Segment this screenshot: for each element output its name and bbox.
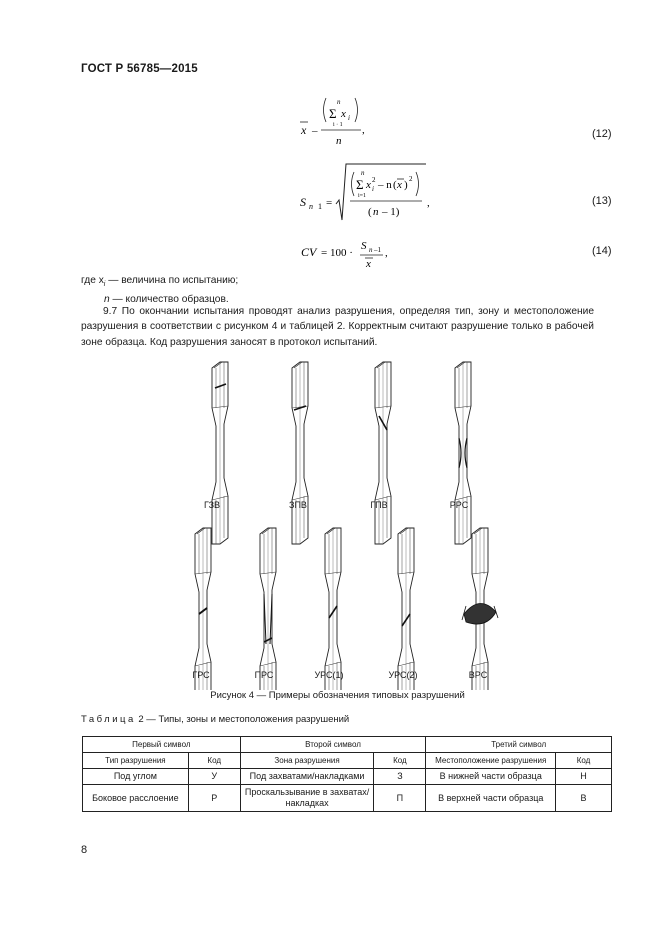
specimen-vrs — [462, 528, 498, 690]
svg-text:S: S — [361, 240, 367, 252]
equation-number-13: (13) — [592, 195, 612, 207]
specimen-rrs — [455, 362, 471, 544]
svg-text:i=1: i=1 — [358, 193, 367, 199]
subheader-zone: Зона разрушения — [240, 753, 374, 769]
specimen-gzv — [212, 362, 228, 544]
caption-rrs: РРС — [449, 500, 469, 510]
svg-text:n: n — [361, 169, 365, 177]
svg-text:n: n — [373, 206, 379, 218]
where-block: где $x_i$ — величина по испытанию; n — количество образцов. — [81, 275, 239, 306]
equation-number-14: (14) — [592, 245, 612, 257]
specimen-zpv — [292, 362, 308, 544]
caption-gzv: ГЗВ — [203, 500, 221, 510]
where-line-2-var: n — [104, 294, 110, 306]
svg-text:x: x — [366, 258, 371, 270]
svg-text:i: i — [348, 114, 350, 122]
subheader-code-1: Код — [188, 753, 240, 769]
svg-text:n: n — [337, 98, 341, 106]
svg-text:,: , — [362, 124, 365, 136]
svg-text:n: n — [336, 135, 342, 147]
svg-text:Σ: Σ — [356, 177, 364, 192]
caption-prs: ПРС — [254, 670, 274, 680]
figure-caption: Рисунок 4 — Примеры обозначения типовых разрушений — [210, 690, 465, 701]
specimen-grs — [195, 528, 211, 690]
caption-urs2: УРС(2) — [388, 670, 418, 680]
svg-text:(: ( — [368, 206, 372, 218]
group-first-symbol: Первый символ — [83, 737, 241, 753]
equation-12 — [295, 92, 395, 152]
table-row: Боковое расслоение Р Проскальзывание в захватах/накладках П В верхней части образца В — [83, 785, 612, 812]
subheader-type: Тип разрушения — [83, 753, 189, 769]
subheader-location: Местоположение разрушения — [426, 753, 556, 769]
specimen-urs2 — [398, 528, 414, 690]
page-number: 8 — [81, 844, 88, 856]
svg-text:1: 1 — [318, 202, 322, 211]
paragraph-9-7: 9.7 По окончании испытания проводят анализ разрушения, определяя тип, зону и местоположение разрушения в соответствии с рисунком 4 и таблицей 2. Корректным считают разрушение только в рабочей зоне образца. Код разрушения заносят в протокол испытаний. — [81, 306, 594, 348]
svg-text:x: x — [301, 123, 307, 137]
equation-number-12: (12) — [592, 128, 612, 140]
specimen-urs1 — [325, 528, 341, 690]
svg-text:n: n — [309, 202, 313, 211]
svg-text:,: , — [385, 247, 388, 259]
where-line-1: где x — [81, 275, 104, 286]
failure-table — [82, 736, 612, 812]
svg-text:,: , — [427, 197, 430, 209]
table-row: Под углом У Под захватами/накладками З В нижней части образца Н — [83, 769, 612, 785]
svg-text:CV: CV — [301, 245, 317, 259]
svg-text:2: 2 — [409, 175, 413, 183]
table-group-row — [83, 737, 612, 753]
table-title: Таблица 2 — Типы, зоны и местоположения разрушений — [81, 714, 350, 725]
svg-text:– n: – n — [378, 179, 392, 191]
specimen-prs — [260, 528, 276, 690]
svg-text:=: = — [326, 197, 333, 209]
svg-text:S: S — [300, 195, 306, 209]
document-header: ГОСТ Р 56785—2015 — [81, 63, 198, 75]
svg-text:i: i — [372, 185, 374, 193]
svg-text:(: ( — [393, 179, 397, 191]
group-third-symbol: Третий символ — [426, 737, 612, 753]
svg-text:–: – — [312, 125, 318, 137]
group-second-symbol: Второй символ — [240, 737, 426, 753]
where-line-2: — количество образцов. — [109, 294, 229, 306]
svg-text:i · 1: i · 1 — [333, 122, 343, 128]
svg-text:n: n — [369, 246, 373, 254]
svg-text:Σ: Σ — [329, 106, 337, 121]
svg-text:2: 2 — [372, 176, 376, 184]
svg-text:– 1): – 1) — [382, 206, 400, 218]
subheader-code-2: Код — [374, 753, 426, 769]
caption-grs: ГРС — [192, 670, 210, 680]
svg-text:x: x — [341, 108, 346, 120]
figure-4-specimens — [150, 360, 530, 690]
svg-text:–1: –1 — [374, 246, 381, 254]
svg-text:= 100 ·: = 100 · — [321, 247, 353, 259]
caption-zpv: ЗПВ — [289, 500, 307, 510]
caption-gpv: ГПВ — [370, 500, 388, 510]
subheader-code-3: Код — [556, 753, 612, 769]
specimen-gpv — [375, 362, 391, 544]
table-subheader-row — [83, 753, 612, 769]
svg-text:): ) — [404, 179, 408, 191]
caption-vrs: ВРС — [468, 670, 488, 680]
svg-text:x: x — [397, 179, 402, 191]
equation-14 — [299, 234, 399, 274]
svg-text:x: x — [366, 179, 371, 191]
equation-13 — [298, 160, 438, 226]
caption-urs1: УРС(1) — [314, 670, 344, 680]
